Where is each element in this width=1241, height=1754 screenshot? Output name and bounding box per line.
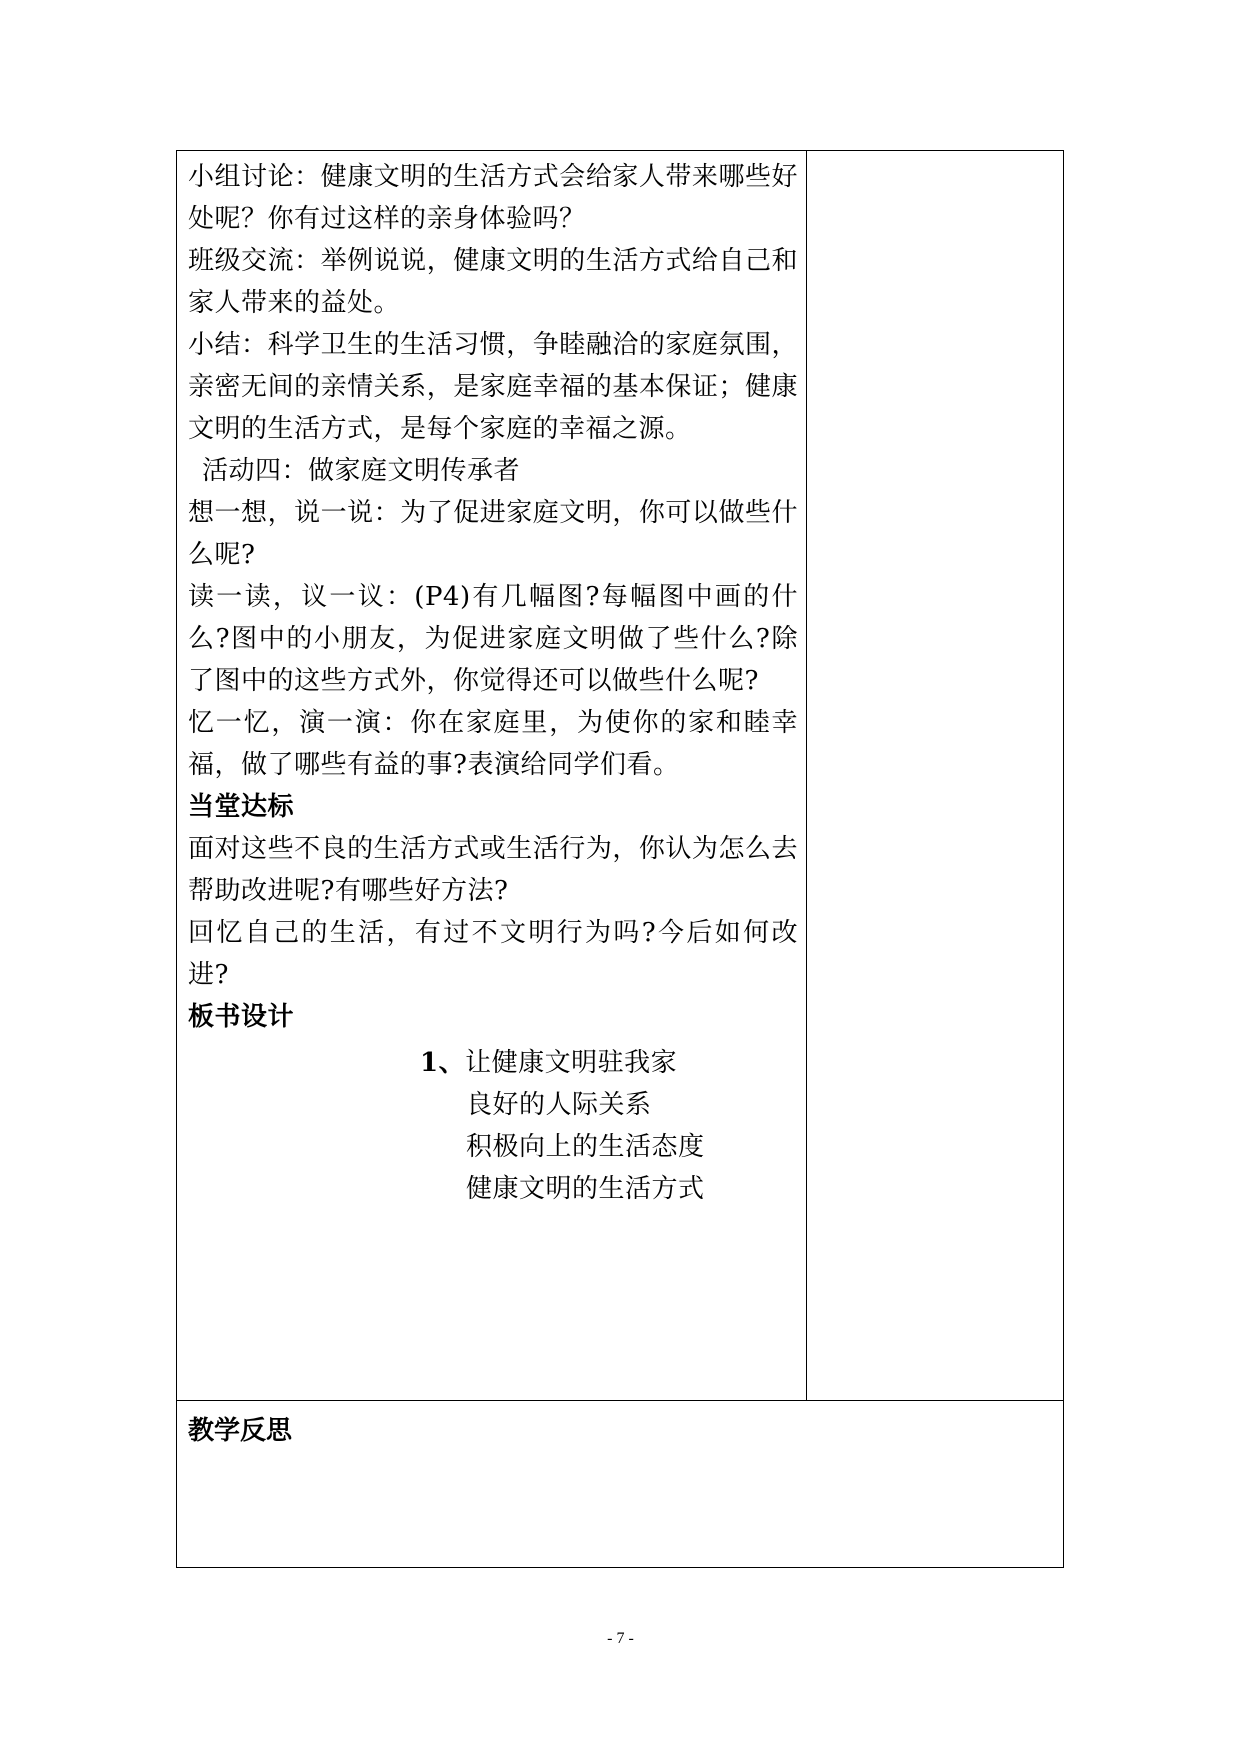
paragraph-summary: 小结：科学卫生的生活习惯，争睦融洽的家庭氛围，亲密无间的亲情关系，是家庭幸福的基本保证；健康文明的生活方式，是每个家庭的幸福之源。 <box>188 330 798 444</box>
paragraph-think-say: 想一想，说一说：为了促进家庭文明，你可以做些什么呢? <box>188 498 798 570</box>
table-row-divider <box>176 1400 1064 1401</box>
lesson-content-cell <box>188 156 798 1210</box>
teaching-reflection-label: 教学反思 <box>188 1416 293 1446</box>
section-heading-standard: 当堂达标 <box>188 792 295 822</box>
board-item: 良好的人际关系 <box>466 1090 652 1120</box>
board-design <box>188 1042 798 1210</box>
section-heading-board: 板书设计 <box>188 1002 295 1032</box>
paragraph-group-discussion: 小组讨论：健康文明的生活方式会给家人带来哪些好处呢？你有过这样的亲身体验吗？ <box>188 162 798 234</box>
paragraph-read-discuss: 读一读，议一议：(P4)有几幅图?每幅图中画的什么?图中的小朋友，为促进家庭文明做了些什么?除了图中的这些方式外，你觉得还可以做些什么呢? <box>188 582 798 696</box>
paragraph-recall-act: 忆一忆，演一演：你在家庭里，为使你的家和睦幸福，做了哪些有益的事?表演给同学们看。 <box>188 708 798 780</box>
table-column-divider <box>806 150 807 1400</box>
board-title <box>188 1042 798 1084</box>
board-number: 1、 <box>420 1048 466 1078</box>
board-item: 积极向上的生活态度 <box>466 1132 705 1162</box>
page-number: - 7 - <box>607 1630 634 1647</box>
paragraph-activity-four: 活动四：做家庭文明传承者 <box>202 456 521 486</box>
paragraph-class-exchange: 班级交流：举例说说，健康文明的生活方式给自己和家人带来的益处。 <box>188 246 798 318</box>
paragraph-standard-2: 回忆自己的生活，有过不文明行为吗?今后如何改进? <box>188 918 798 990</box>
board-item: 健康文明的生活方式 <box>466 1174 705 1204</box>
board-title-text: 让健康文明驻我家 <box>465 1048 678 1078</box>
paragraph-standard-1: 面对这些不良的生活方式或生活行为，你认为怎么去帮助改进呢?有哪些好方法? <box>188 834 798 906</box>
